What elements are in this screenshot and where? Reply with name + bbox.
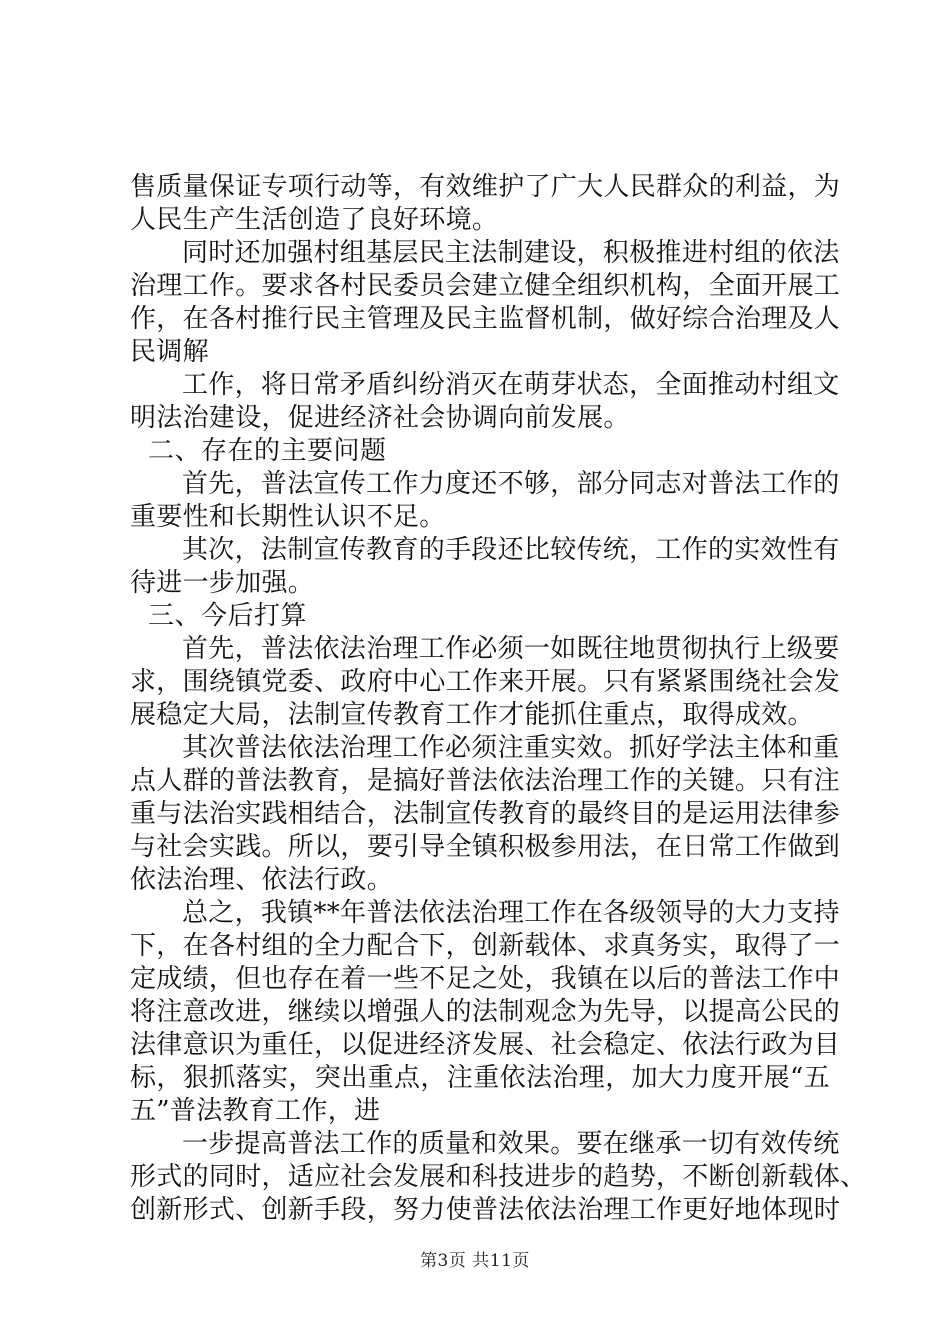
paragraph-first-line: 其次，法制宣传教育的手段还比较传统，工作的实效性有: [182, 535, 840, 565]
paragraph-line: 创新形式、创新手段，努力使普法依法治理工作更好地体现时: [130, 1195, 841, 1225]
paragraph-first-line: 一步提高普法工作的质量和效果。要在继承一切有效传统: [182, 1129, 840, 1159]
paragraph-first-line: 首先，普法宣传工作力度还不够，部分同志对普法工作的: [182, 469, 840, 499]
section-heading: 二、存在的主要问题: [148, 436, 387, 466]
paragraph-line: 民调解: [130, 337, 209, 367]
paragraph-line: 重要性和长期性认识不足。: [130, 502, 446, 532]
paragraph-line: 待进一步加强。: [130, 568, 315, 598]
paragraph-line: 点人群的普法教育，是搞好普法依法治理工作的关键。只有注: [130, 766, 841, 796]
paragraph-line: 求，围绕镇党委、政府中心工作来开展。只有紧紧围绕社会发: [130, 667, 841, 697]
paragraph-line: 下，在各村组的全力配合下，创新载体、求真务实，取得了一: [130, 931, 841, 961]
paragraph-line: 人民生产生活创造了良好环境。: [130, 205, 499, 235]
paragraph-line: 标，狠抓落实，突出重点，注重依法治理，加大力度开展“五: [130, 1063, 830, 1093]
paragraph-first-line: 总之，我镇**年普法依法治理工作在各级领导的大力支持: [182, 898, 840, 928]
document-body: [130, 171, 867, 1227]
paragraph-line: 形式的同时，适应社会发展和科技进步的趋势，不断创新载体、: [130, 1162, 867, 1192]
section-heading: 三、今后打算: [148, 601, 308, 631]
paragraph-line: 定成绩，但也存在着一些不足之处，我镇在以后的普法工作中: [130, 964, 841, 994]
paragraph-line: 法律意识为重任，以促进经济发展、社会稳定、依法行政为目: [130, 1030, 841, 1060]
paragraph-line: 售质量保证专项行动等，有效维护了广大人民群众的利益，为: [130, 172, 841, 202]
page-number-footer: 第3页 共11页: [420, 1251, 530, 1271]
paragraph-line: 与社会实践。所以，要引导全镇积极参用法，在日常工作做到: [130, 832, 841, 862]
paragraph-first-line: 同时还加强村组基层民主法制建设，积极推进村组的依法: [182, 238, 840, 268]
paragraph-line: 将注意改进，继续以增强人的法制观念为先导，以提高公民的: [130, 997, 841, 1027]
paragraph-first-line: 首先，普法依法治理工作必须一如既往地贯彻执行上级要: [182, 634, 840, 664]
paragraph-first-line: 其次普法依法治理工作必须注重实效。抓好学法主体和重: [182, 733, 840, 763]
paragraph-line: 治理工作。要求各村民委员会建立健全组织机构，全面开展工: [130, 271, 841, 301]
paragraph-line: 依法治理、依法行政。: [130, 865, 394, 895]
paragraph-line: 重与法治实践相结合，法制宣传教育的最终目的是运用法律参: [130, 799, 841, 829]
paragraph-line: 展稳定大局，法制宣传教育工作才能抓住重点，取得成效。: [130, 700, 814, 730]
paragraph-first-line: 工作，将日常矛盾纠纷消灭在萌芽状态，全面推动村组文: [182, 370, 840, 400]
paragraph-line: 作，在各村推行民主管理及民主监督机制，做好综合治理及人: [130, 304, 841, 334]
paragraph-line: 明法治建设，促进经济社会协调向前发展。: [130, 403, 630, 433]
paragraph-line: 五”普法教育工作，进: [130, 1096, 381, 1126]
